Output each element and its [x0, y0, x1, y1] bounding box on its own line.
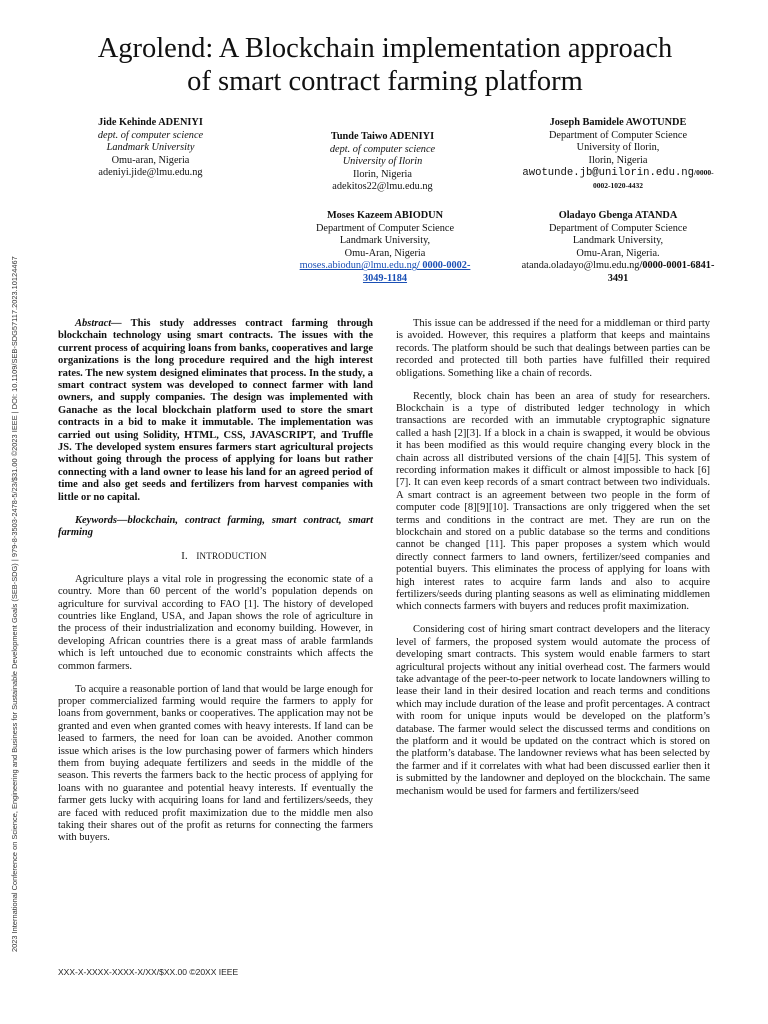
author-email: adeniyi.jide@lmu.edu.ng: [98, 167, 203, 179]
author-orcid: /0000-0001-6841-3491: [607, 260, 715, 284]
section-number: I.: [181, 550, 188, 562]
author-org: University of Ilorin,: [576, 142, 660, 154]
footer-copyright: XXX-X-XXXX-XXXX-X/XX/$XX.00 ©20XX IEEE: [58, 967, 239, 977]
author-email-link[interactable]: moses.abiodun@lmu.edu.ng: [299, 260, 417, 272]
author-location: Omu-Aran, Nigeria: [344, 247, 426, 259]
keywords: Keywords—blockchain, contract farming, smart contract, smart farming: [58, 514, 373, 538]
abstract-text: This study addresses contract farming through blockchain technology using smart contracts. The issues with the current process of acquiring loans from banks, cooperatives and large organizations is the long procedure required and the high interest rates. The new system designed eliminates that process. In the study, a smart contract system was developed to connect farmer with land owners, and supply companies. The design was implemented with Ganache as the local blockchain platform used to store the smart contracts in a bid to make it immutable. The implementation was carried out using Solidity, HTML, CSS, JAVASCRIPT, and Truffle JS. The developed system ensures farmers start agricultural projects without going through the process of applying for loans but rather connecting with a land owner to lease his land for an agreed period of time and also get seeds and fertilizers from harvest companies with little or no capital.: [58, 318, 373, 503]
author-dept: dept. of computer science: [329, 143, 436, 155]
author-name: Jide Kehinde ADENIYI: [98, 117, 203, 128]
author-orcid: /0000-0002-1020-4432: [593, 168, 714, 190]
author-location: Ilorin, Nigeria: [588, 154, 648, 166]
side-banner-text: 2023 International Conference on Science, Engineering and Business for Sustainable Development Goals (SEB-SDG) | 979-8-3503-2478-5/23/$31.00 ©2023 IEEE | DOI: 10.1109/SEB-SDG57117.2023.10124467: [10, 256, 19, 952]
author-dept: Department of Computer Science: [548, 129, 688, 141]
author-block-2: [290, 131, 475, 194]
title-line-2: of smart contract farming platform: [187, 66, 583, 97]
author-block-5: [521, 210, 715, 286]
right-column: [396, 318, 710, 809]
author-org: Landmark University: [106, 142, 195, 154]
body-paragraph: This issue can be addressed if the need for a middleman or third party is avoided. However, this requires a platform that keeps and maintains records. The platform should be such that dealings between parties can be recorded and protected till both parties have fulfilled their required obligations. Something like a chain of records.: [396, 318, 710, 379]
author-email: awotunde.jb@unilorin.edu.ng: [522, 167, 695, 180]
author-orcid-link[interactable]: / 0000-0002-3049-1184: [362, 260, 471, 284]
author-dept: Department of Computer Science: [548, 222, 688, 234]
author-name: Tunde Taiwo ADENIYI: [330, 131, 435, 142]
author-location: Ilorin, Nigeria: [353, 168, 412, 180]
author-email: atanda.oladayo@lmu.edu.ng: [521, 260, 640, 272]
left-column: [58, 318, 373, 855]
abstract: [58, 318, 373, 504]
section-title: INTRODUCTION: [196, 550, 267, 561]
author-location: Omu-aran, Nigeria: [111, 154, 190, 166]
body-paragraph: Recently, block chain has been an area of study for researchers. Blockchain is a type of distributed ledger technology in which transactions are recorded with an immutable cryptographic signature called a hash [2][3]. If a block in a chain is swapped, it would be obvious it has been modified as this would require changing every block in the chain across all distributed versions of the chain [4][5]. This system of recording information makes it difficult or almost impossible to hack [6][7]. It can even keep records of a smart contract between two individuals. A smart contract is an agreement between two people in the form of computer code [8][9][10]. Transactions are only triggered when the set terms and conditions in the contract are met. They are run on the blockchain and stored on a public database so the terms and conditions cannot be changed [11]. This paper proposes a system which would directly connect farmers to land owners, fertilizer/seed companies and potential buyers. This eliminates the process of applying for loans with high interest rates to acquire farm lands and also to acquire fertilizers/seeds during planting seasons as well as eliminating middlemen which connects farmers with buyers and reduces profit maximization.: [396, 390, 710, 613]
title-line-1: Agrolend: A Blockchain implementation approach: [97, 33, 673, 64]
author-org: University of Ilorin: [342, 156, 423, 168]
body-paragraph: To acquire a reasonable portion of land that would be large enough for proper commercialized farming would require the farmers to apply for loans from government, banks or cooperatives. The application may not be granted and even when granted comes with heavy interests. If land can be leased to farmers, the need for loan can be avoided. Another common issue which arises is the low purchasing power of farmers which hinders them from buying adequate fertilizers and seeds in the middle of the season. This reverts the farmers back to the hectic process of applying for loans with no guarantee and potential heavy interests. If eventually the farmer gets lucky with acquiring loans for land and fertilizers/seeds, they are faced with reduced profit maximization due to the middle men also taking their shares out of the profit as returns for connecting the farmers with buyers.: [58, 683, 373, 844]
author-dept: Department of Computer Science: [315, 222, 455, 234]
author-name: Moses Kazeem ABIODUN: [326, 210, 444, 221]
section-heading: [58, 550, 373, 563]
author-block-3: [521, 117, 715, 193]
author-org: Landmark University,: [339, 235, 431, 247]
author-location: Omu-Aran, Nigeria.: [576, 247, 660, 259]
author-dept: dept. of computer science: [97, 129, 204, 141]
author-name: Joseph Bamidele AWOTUNDE: [549, 117, 687, 128]
side-banner: [0, 0, 32, 1024]
paper-title: [40, 32, 730, 98]
author-block-1: [58, 117, 243, 180]
author-block-4: [290, 210, 480, 286]
body-paragraph: Considering cost of hiring smart contract developers and the literacy level of farmers, the proposed system would automate the process of developing smart contracts. This system would enable farmers to start agricultural projects without any initial overhead cost. The farmers would take advantage of the peer-to-peer network to locate landowners willing to lease their land in their desired location and reach terms and conditions which may include duration of the lease and profit percentages. A contract with room for unique inputs would be developed on the platform’s database. The farmer would select the discussed terms and conditions on the platform and it would be updated on the contract which is stored on the platform’s database. The landowner reviews what has been selected by the farmer and if it correlates with what had been discussed earlier then it is submitted by the landowner and deployed on the blockchain. The same mechanism would be used for farmers and fertilizers/seed: [396, 624, 710, 797]
author-name: Oladayo Gbenga ATANDA: [558, 210, 678, 221]
body-paragraph: Agriculture plays a vital role in progressing the economic state of a country. More than 60 percent of the world’s population depends on agriculture for survival according to FAO [1]. The history of developed countries like England, USA, and Japan shows the role of agriculture in the process of their industrialization and economy building. However, in developing African countries there is a great mass of arable farmlands which is left untouched due to economic constraints which affects the common farmers.: [58, 573, 373, 672]
author-org: Landmark University,: [572, 235, 664, 247]
author-email: adekitos22@lmu.edu.ng: [332, 181, 433, 193]
abstract-label: Abstract—: [75, 318, 122, 329]
